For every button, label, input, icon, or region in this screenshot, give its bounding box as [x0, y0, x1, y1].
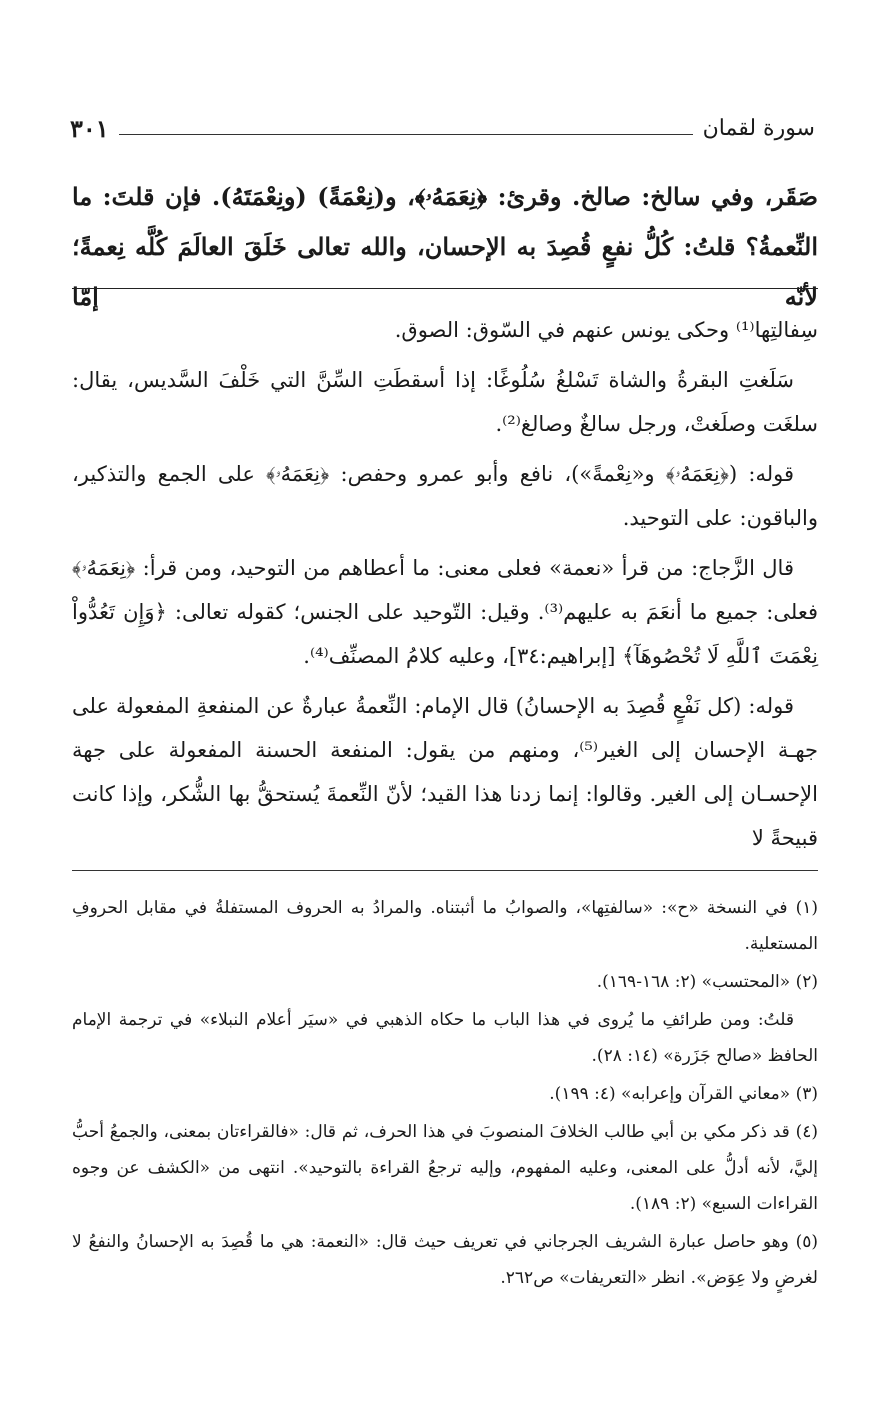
- footnote-number: (١): [795, 898, 818, 918]
- footnote-text: قلتُ: ومن طرائفِ ما يُروى في هذا الباب ما حكاه الذهبي في «سيَر أعلام النبلاء» في ترجمة الإمام الحافظ «صالح جَزَرة» (١٤: ٢٨).: [72, 1010, 818, 1066]
- page-header: [70, 108, 815, 148]
- main-separator: [72, 288, 818, 289]
- footnotes: [72, 890, 818, 1298]
- commentary: [72, 308, 818, 866]
- commentary-paragraph: قال الزَّجاج: من قرأ «نعمة» فعلى معنى: ما أعطاهم من التوحيد، ومن قرأ: ﴿نِعَمَهُۥ﴾ فعلى: جميع ما أنعَمَ به عليهم⁽³⁾. وقيل: التّوحيد على الجنس؛ كقوله تعالى: ﴿وَإِن تَعُدُّواْ نِعْمَتَ ٱللَّهِ لَا تُحْصُوهَآ﴾ [إبراهيم:٣٤]، وعليه كلامُ المصنِّف⁽⁴⁾.: [72, 556, 818, 668]
- surah-title: سورة لقمان: [702, 115, 815, 141]
- commentary-paragraph: سِفالتِها⁽¹⁾ وحكى يونس عنهم في السّوق: الصوق.: [394, 318, 818, 342]
- footnote-2-note: [72, 1002, 818, 1074]
- footnote-text: «معاني القرآن وإعرابه» (٤: ١٩٩).: [549, 1084, 791, 1104]
- footnote-number: (٥): [795, 1232, 819, 1252]
- footnote-number: (٤): [795, 1122, 818, 1142]
- commentary-paragraph: قوله: (﴿نِعَمَهُۥ﴾ و«نِعْمةً»)، نافع وأبو عمرو وحفص: ﴿نِعَمَهُۥ﴾ على الجمع والتذكير، والباقون: على التوحيد.: [72, 462, 818, 530]
- footnote-3: [72, 1076, 818, 1112]
- footnote-4: [72, 1114, 818, 1222]
- page-number: ٣٠١: [70, 113, 109, 143]
- main-line-1: صَقَر، وفي سالخ: صالخ. وقرئ: ﴿نِعَمَهُۥ﴾، و(نِعْمَةً) (ونِعْمَتَهُ). فإن قلتَ: ما: [72, 182, 818, 211]
- footnote-separator: [72, 870, 818, 871]
- commentary-paragraph: قوله: (كل نَفْعٍ قُصِدَ به الإحسانُ) قال الإمام: النِّعمةُ عبارةٌ عن المنفعةِ المفعولة على جهـة الإحسان إلى الغير⁽⁵⁾، ومنهم من يقول: المنفعة الحسنة المفعولة على جهة الإحسـان إلى الغير. وقالوا: إنما زدنا هذا القيد؛ لأنّ النِّعمةَ يُستحقُّ بها الشُّكر، وإذا كانت قبيحةً لا: [72, 694, 818, 850]
- commentary-paragraph: سَلَغتِ البقرةُ والشاة تَسْلغُ سُلُوغًا: إذا أسقطَتِ السِّنَّ التي خَلْفَ السَّديس، يقال: سلغَت وصلَغتْ، ورجل سالغٌ وصالغ⁽²⁾.: [72, 368, 818, 436]
- footnote-number: (٣): [795, 1084, 818, 1104]
- footnote-5: [72, 1224, 818, 1296]
- main-text: [72, 172, 818, 322]
- footnote-text: قد ذكر مكي بن أبي طالب الخلافَ المنصوبَ في هذا الحرف، ثم قال: «فالقراءتان بمعنى، والجمعُ أحبُّ إليَّ، لأنه أدلُّ على المعنى، وعليه المفهوم، وإليه ترجعُ القراءة بالتوحيد». انتهى من «الكشف عن وجوه القراءات السبع» (٢: ١٨٩).: [72, 1122, 818, 1214]
- footnote-text: في النسخة «ح»: «سالفتِها»، والصوابُ ما أثبتناه. والمرادُ به الحروف المستفلةُ في مقابل الحروفِ المستعلية.: [72, 898, 818, 954]
- footnote-2: [72, 964, 818, 1000]
- footnote-number: (٢): [795, 972, 818, 992]
- header-rule: [119, 134, 693, 135]
- footnote-text: «المحتسب» (٢: ١٦٨-١٦٩).: [596, 972, 791, 992]
- footnote-text: وهو حاصل عبارة الشريف الجرجاني في تعريف حيث قال: «النعمة: هي ما قُصِدَ به الإحسانُ والنفعُ لا لغرضٍ ولا عِوَض». انظر «التعريفات» ص٢٦٢.: [72, 1232, 818, 1288]
- main-line-2: النِّعمةُ؟ قلتُ: كُلُّ نفعٍ قُصِدَ به الإحسان، والله تعالى خَلَقَ العالَمَ كُلَّه نِعمةً؛ لأنّه إمّا: [72, 232, 818, 311]
- footnote-1: [72, 890, 818, 962]
